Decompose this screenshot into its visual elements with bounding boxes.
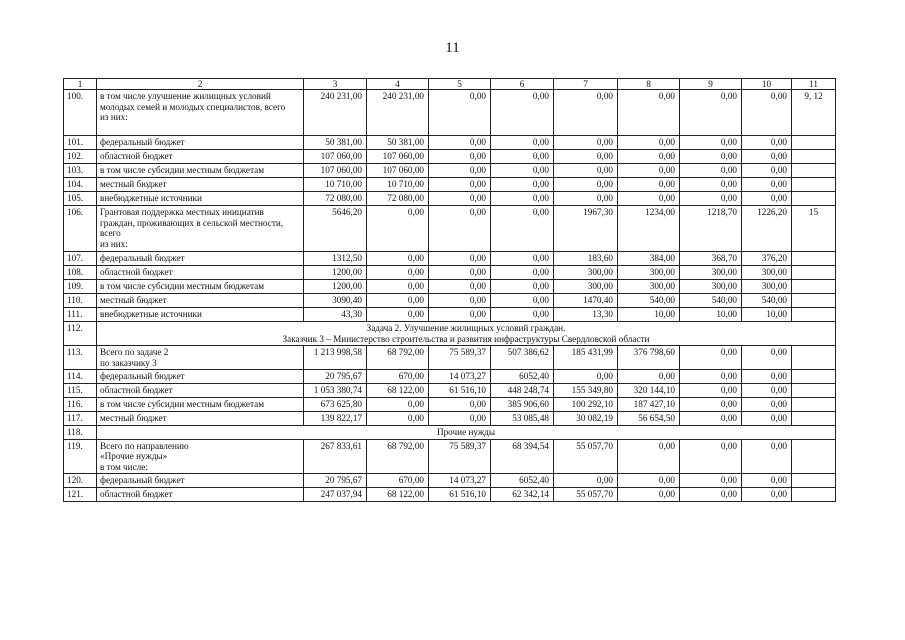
item-name-cell: местный бюджет [97, 412, 304, 426]
value-cell: 68 792,00 [367, 346, 429, 370]
value-cell: 507 386,62 [491, 346, 554, 370]
column-number-cell: 2 [97, 79, 304, 90]
reference-cell [792, 178, 836, 192]
item-name-cell: в том числе субсидии местным бюджетам [97, 164, 304, 178]
value-cell: 10 710,00 [367, 178, 429, 192]
page-number: 11 [445, 40, 460, 56]
value-cell: 0,00 [491, 192, 554, 206]
table-row [64, 488, 836, 502]
table-row [64, 412, 836, 426]
value-cell: 0,00 [742, 136, 792, 150]
table-row [64, 346, 836, 370]
value-cell: 0,00 [618, 150, 680, 164]
value-cell: 1312,50 [304, 252, 367, 266]
value-cell: 0,00 [367, 206, 429, 252]
value-cell: 0,00 [491, 164, 554, 178]
value-cell: 0,00 [429, 150, 491, 164]
row-number-cell: 116. [64, 398, 97, 412]
table-row [64, 164, 836, 178]
row-number-cell: 119. [64, 440, 97, 474]
table-row [64, 266, 836, 280]
row-number-cell: 118. [64, 426, 97, 440]
table-row [64, 150, 836, 164]
reference-cell [792, 266, 836, 280]
value-cell: 0,00 [554, 164, 618, 178]
value-cell: 62 342,14 [491, 488, 554, 502]
value-cell: 0,00 [367, 412, 429, 426]
table-row [64, 474, 836, 488]
item-name-cell: Грантовая поддержка местных инициатив граждан, проживающих в сельской местности, всего из них: [97, 206, 304, 252]
value-cell: 0,00 [680, 488, 742, 502]
value-cell: 0,00 [742, 192, 792, 206]
value-cell: 5646,20 [304, 206, 367, 252]
row-number-cell: 108. [64, 266, 97, 280]
value-cell: 0,00 [491, 136, 554, 150]
value-cell: 0,00 [618, 488, 680, 502]
value-cell: 368,70 [680, 252, 742, 266]
value-cell: 0,00 [742, 370, 792, 384]
table-row [64, 384, 836, 398]
table-row [64, 308, 836, 322]
budget-table-container [63, 78, 836, 502]
value-cell: 20 795,67 [304, 474, 367, 488]
value-cell: 0,00 [429, 178, 491, 192]
column-number-row [64, 79, 836, 90]
value-cell: 300,00 [554, 266, 618, 280]
reference-cell [792, 488, 836, 502]
value-cell: 43,30 [304, 308, 367, 322]
value-cell: 240 231,00 [304, 90, 367, 136]
value-cell: 0,00 [618, 474, 680, 488]
value-cell: 0,00 [367, 266, 429, 280]
value-cell: 0,00 [429, 266, 491, 280]
reference-cell [792, 164, 836, 178]
item-name-cell: внебюджетные источники [97, 308, 304, 322]
value-cell: 267 833,61 [304, 440, 367, 474]
value-cell: 1218,70 [680, 206, 742, 252]
section-title-cell: Задача 2. Улучшение жилищных условий граждан. Заказчик 3 – Министерство строительства и развития инфраструктуры Свердловской области [97, 322, 836, 346]
value-cell: 0,00 [742, 346, 792, 370]
value-cell: 61 516,10 [429, 384, 491, 398]
value-cell: 0,00 [618, 90, 680, 136]
value-cell: 540,00 [742, 294, 792, 308]
value-cell: 0,00 [491, 206, 554, 252]
item-name-cell: областной бюджет [97, 266, 304, 280]
value-cell: 0,00 [554, 192, 618, 206]
table-row [64, 294, 836, 308]
value-cell: 1967,30 [554, 206, 618, 252]
row-number-cell: 110. [64, 294, 97, 308]
value-cell: 68 792,00 [367, 440, 429, 474]
row-number-cell: 109. [64, 280, 97, 294]
item-name-cell: Всего по направлению «Прочие нужды» в том числе: [97, 440, 304, 474]
value-cell: 300,00 [618, 280, 680, 294]
value-cell: 0,00 [367, 294, 429, 308]
reference-cell [792, 252, 836, 266]
value-cell: 72 080,00 [304, 192, 367, 206]
value-cell: 3090,40 [304, 294, 367, 308]
reference-cell [792, 412, 836, 426]
value-cell: 448 248,74 [491, 384, 554, 398]
value-cell: 1 213 998,58 [304, 346, 367, 370]
row-number-cell: 105. [64, 192, 97, 206]
value-cell: 0,00 [491, 252, 554, 266]
value-cell: 1226,20 [742, 206, 792, 252]
value-cell: 0,00 [554, 150, 618, 164]
item-name-cell: в том числе улучшение жилищных условий молодых семей и молодых специалистов, всего из них: [97, 90, 304, 136]
value-cell: 300,00 [680, 266, 742, 280]
column-number-cell: 5 [429, 79, 491, 90]
reference-cell: 15 [792, 206, 836, 252]
row-number-cell: 106. [64, 206, 97, 252]
value-cell: 6052,40 [491, 370, 554, 384]
value-cell: 10 710,00 [304, 178, 367, 192]
table-row [64, 178, 836, 192]
table-row [64, 252, 836, 266]
value-cell: 13,30 [554, 308, 618, 322]
value-cell: 0,00 [491, 150, 554, 164]
value-cell: 1234,00 [618, 206, 680, 252]
value-cell: 0,00 [618, 164, 680, 178]
value-cell: 0,00 [680, 192, 742, 206]
value-cell: 0,00 [680, 440, 742, 474]
item-name-cell: внебюджетные источники [97, 192, 304, 206]
value-cell: 673 625,80 [304, 398, 367, 412]
value-cell: 320 144,10 [618, 384, 680, 398]
reference-cell [792, 370, 836, 384]
item-name-cell: областной бюджет [97, 150, 304, 164]
value-cell: 0,00 [742, 412, 792, 426]
budget-table [63, 78, 836, 502]
column-number-cell: 8 [618, 79, 680, 90]
value-cell: 30 082,19 [554, 412, 618, 426]
value-cell: 0,00 [680, 412, 742, 426]
value-cell: 0,00 [429, 280, 491, 294]
value-cell: 0,00 [429, 136, 491, 150]
value-cell: 1200,00 [304, 280, 367, 294]
value-cell: 10,00 [618, 308, 680, 322]
value-cell: 14 073,27 [429, 370, 491, 384]
value-cell: 0,00 [367, 398, 429, 412]
value-cell: 187 427,10 [618, 398, 680, 412]
value-cell: 0,00 [429, 206, 491, 252]
reference-cell [792, 346, 836, 370]
value-cell: 14 073,27 [429, 474, 491, 488]
value-cell: 0,00 [680, 136, 742, 150]
column-number-cell: 3 [304, 79, 367, 90]
column-number-cell: 6 [491, 79, 554, 90]
value-cell: 300,00 [742, 280, 792, 294]
value-cell: 0,00 [742, 164, 792, 178]
table-row [64, 136, 836, 150]
value-cell: 50 381,00 [367, 136, 429, 150]
value-cell: 0,00 [367, 252, 429, 266]
value-cell: 107 060,00 [304, 150, 367, 164]
value-cell: 0,00 [554, 136, 618, 150]
value-cell: 670,00 [367, 474, 429, 488]
section-title-cell: Прочие нужды [97, 426, 836, 440]
row-number-cell: 107. [64, 252, 97, 266]
value-cell: 0,00 [618, 136, 680, 150]
value-cell: 0,00 [680, 398, 742, 412]
item-name-cell: местный бюджет [97, 294, 304, 308]
value-cell: 107 060,00 [367, 164, 429, 178]
value-cell: 75 589,37 [429, 440, 491, 474]
value-cell: 0,00 [554, 178, 618, 192]
column-number-cell: 1 [64, 79, 97, 90]
reference-cell [792, 136, 836, 150]
value-cell: 0,00 [429, 398, 491, 412]
value-cell: 376,20 [742, 252, 792, 266]
item-name-cell: в том числе субсидии местным бюджетам [97, 280, 304, 294]
row-number-cell: 121. [64, 488, 97, 502]
value-cell: 1470,40 [554, 294, 618, 308]
section-header-row [64, 322, 836, 346]
value-cell: 75 589,37 [429, 346, 491, 370]
value-cell: 139 822,17 [304, 412, 367, 426]
table-body [64, 79, 836, 502]
value-cell: 0,00 [554, 90, 618, 136]
value-cell: 0,00 [742, 150, 792, 164]
value-cell: 247 037,94 [304, 488, 367, 502]
value-cell: 384,00 [618, 252, 680, 266]
row-number-cell: 102. [64, 150, 97, 164]
value-cell: 0,00 [680, 90, 742, 136]
value-cell: 0,00 [554, 474, 618, 488]
section-header-row [64, 426, 836, 440]
value-cell: 61 516,10 [429, 488, 491, 502]
value-cell: 0,00 [742, 474, 792, 488]
value-cell: 107 060,00 [304, 164, 367, 178]
value-cell: 0,00 [742, 440, 792, 474]
value-cell: 0,00 [618, 178, 680, 192]
value-cell: 540,00 [618, 294, 680, 308]
value-cell: 240 231,00 [367, 90, 429, 136]
row-number-cell: 103. [64, 164, 97, 178]
row-number-cell: 101. [64, 136, 97, 150]
reference-cell [792, 474, 836, 488]
item-name-cell: федеральный бюджет [97, 136, 304, 150]
value-cell: 0,00 [491, 280, 554, 294]
item-name-cell: областной бюджет [97, 488, 304, 502]
value-cell: 53 085,48 [491, 412, 554, 426]
value-cell: 100 292,10 [554, 398, 618, 412]
value-cell: 0,00 [680, 164, 742, 178]
value-cell: 0,00 [618, 440, 680, 474]
value-cell: 1200,00 [304, 266, 367, 280]
value-cell: 0,00 [429, 90, 491, 136]
value-cell: 1 053 380,74 [304, 384, 367, 398]
column-number-cell: 11 [792, 79, 836, 90]
value-cell: 10,00 [742, 308, 792, 322]
value-cell: 107 060,00 [367, 150, 429, 164]
value-cell: 0,00 [742, 384, 792, 398]
reference-cell [792, 440, 836, 474]
row-number-cell: 115. [64, 384, 97, 398]
value-cell: 0,00 [742, 398, 792, 412]
column-number-cell: 4 [367, 79, 429, 90]
item-name-cell: федеральный бюджет [97, 252, 304, 266]
value-cell: 0,00 [742, 90, 792, 136]
value-cell: 300,00 [554, 280, 618, 294]
value-cell: 183,60 [554, 252, 618, 266]
value-cell: 0,00 [429, 192, 491, 206]
reference-cell [792, 150, 836, 164]
value-cell: 72 080,00 [367, 192, 429, 206]
value-cell: 55 057,70 [554, 440, 618, 474]
value-cell: 0,00 [680, 384, 742, 398]
reference-cell [792, 192, 836, 206]
value-cell: 0,00 [429, 294, 491, 308]
value-cell: 540,00 [680, 294, 742, 308]
row-number-cell: 113. [64, 346, 97, 370]
value-cell: 10,00 [680, 308, 742, 322]
value-cell: 0,00 [491, 90, 554, 136]
value-cell: 670,00 [367, 370, 429, 384]
table-row [64, 206, 836, 252]
value-cell: 300,00 [618, 266, 680, 280]
item-name-cell: Всего по задаче 2 по заказчику 3 [97, 346, 304, 370]
column-number-cell: 9 [680, 79, 742, 90]
reference-cell [792, 308, 836, 322]
value-cell: 0,00 [491, 178, 554, 192]
value-cell: 50 381,00 [304, 136, 367, 150]
value-cell: 0,00 [554, 370, 618, 384]
value-cell: 68 122,00 [367, 384, 429, 398]
value-cell: 155 349,80 [554, 384, 618, 398]
value-cell: 56 654,50 [618, 412, 680, 426]
value-cell: 0,00 [429, 164, 491, 178]
value-cell: 0,00 [680, 370, 742, 384]
value-cell: 6052,40 [491, 474, 554, 488]
item-name-cell: местный бюджет [97, 178, 304, 192]
value-cell: 185 431,99 [554, 346, 618, 370]
value-cell: 0,00 [742, 488, 792, 502]
reference-cell [792, 280, 836, 294]
value-cell: 0,00 [429, 252, 491, 266]
table-row [64, 192, 836, 206]
value-cell: 0,00 [491, 308, 554, 322]
value-cell: 0,00 [618, 370, 680, 384]
row-number-cell: 112. [64, 322, 97, 346]
value-cell: 0,00 [680, 474, 742, 488]
value-cell: 0,00 [680, 150, 742, 164]
value-cell: 0,00 [742, 178, 792, 192]
table-row [64, 280, 836, 294]
value-cell: 55 057,70 [554, 488, 618, 502]
item-name-cell: федеральный бюджет [97, 370, 304, 384]
value-cell: 376 798,60 [618, 346, 680, 370]
table-row [64, 370, 836, 384]
value-cell: 0,00 [618, 192, 680, 206]
row-number-cell: 120. [64, 474, 97, 488]
value-cell: 20 795,67 [304, 370, 367, 384]
table-row [64, 90, 836, 136]
column-number-cell: 10 [742, 79, 792, 90]
value-cell: 0,00 [367, 280, 429, 294]
value-cell: 0,00 [367, 308, 429, 322]
value-cell: 385 906,60 [491, 398, 554, 412]
reference-cell [792, 294, 836, 308]
value-cell: 68 122,00 [367, 488, 429, 502]
table-row [64, 440, 836, 474]
row-number-cell: 114. [64, 370, 97, 384]
value-cell: 300,00 [680, 280, 742, 294]
reference-cell [792, 384, 836, 398]
value-cell: 300,00 [742, 266, 792, 280]
row-number-cell: 117. [64, 412, 97, 426]
value-cell: 0,00 [429, 412, 491, 426]
value-cell: 0,00 [680, 178, 742, 192]
item-name-cell: в том числе субсидии местным бюджетам [97, 398, 304, 412]
row-number-cell: 100. [64, 90, 97, 136]
row-number-cell: 111. [64, 308, 97, 322]
row-number-cell: 104. [64, 178, 97, 192]
reference-cell: 9, 12 [792, 90, 836, 136]
reference-cell [792, 398, 836, 412]
item-name-cell: федеральный бюджет [97, 474, 304, 488]
value-cell: 0,00 [491, 266, 554, 280]
value-cell: 0,00 [429, 308, 491, 322]
value-cell: 0,00 [491, 294, 554, 308]
value-cell: 68 394,54 [491, 440, 554, 474]
value-cell: 0,00 [680, 346, 742, 370]
item-name-cell: областной бюджет [97, 384, 304, 398]
column-number-cell: 7 [554, 79, 618, 90]
table-row [64, 398, 836, 412]
